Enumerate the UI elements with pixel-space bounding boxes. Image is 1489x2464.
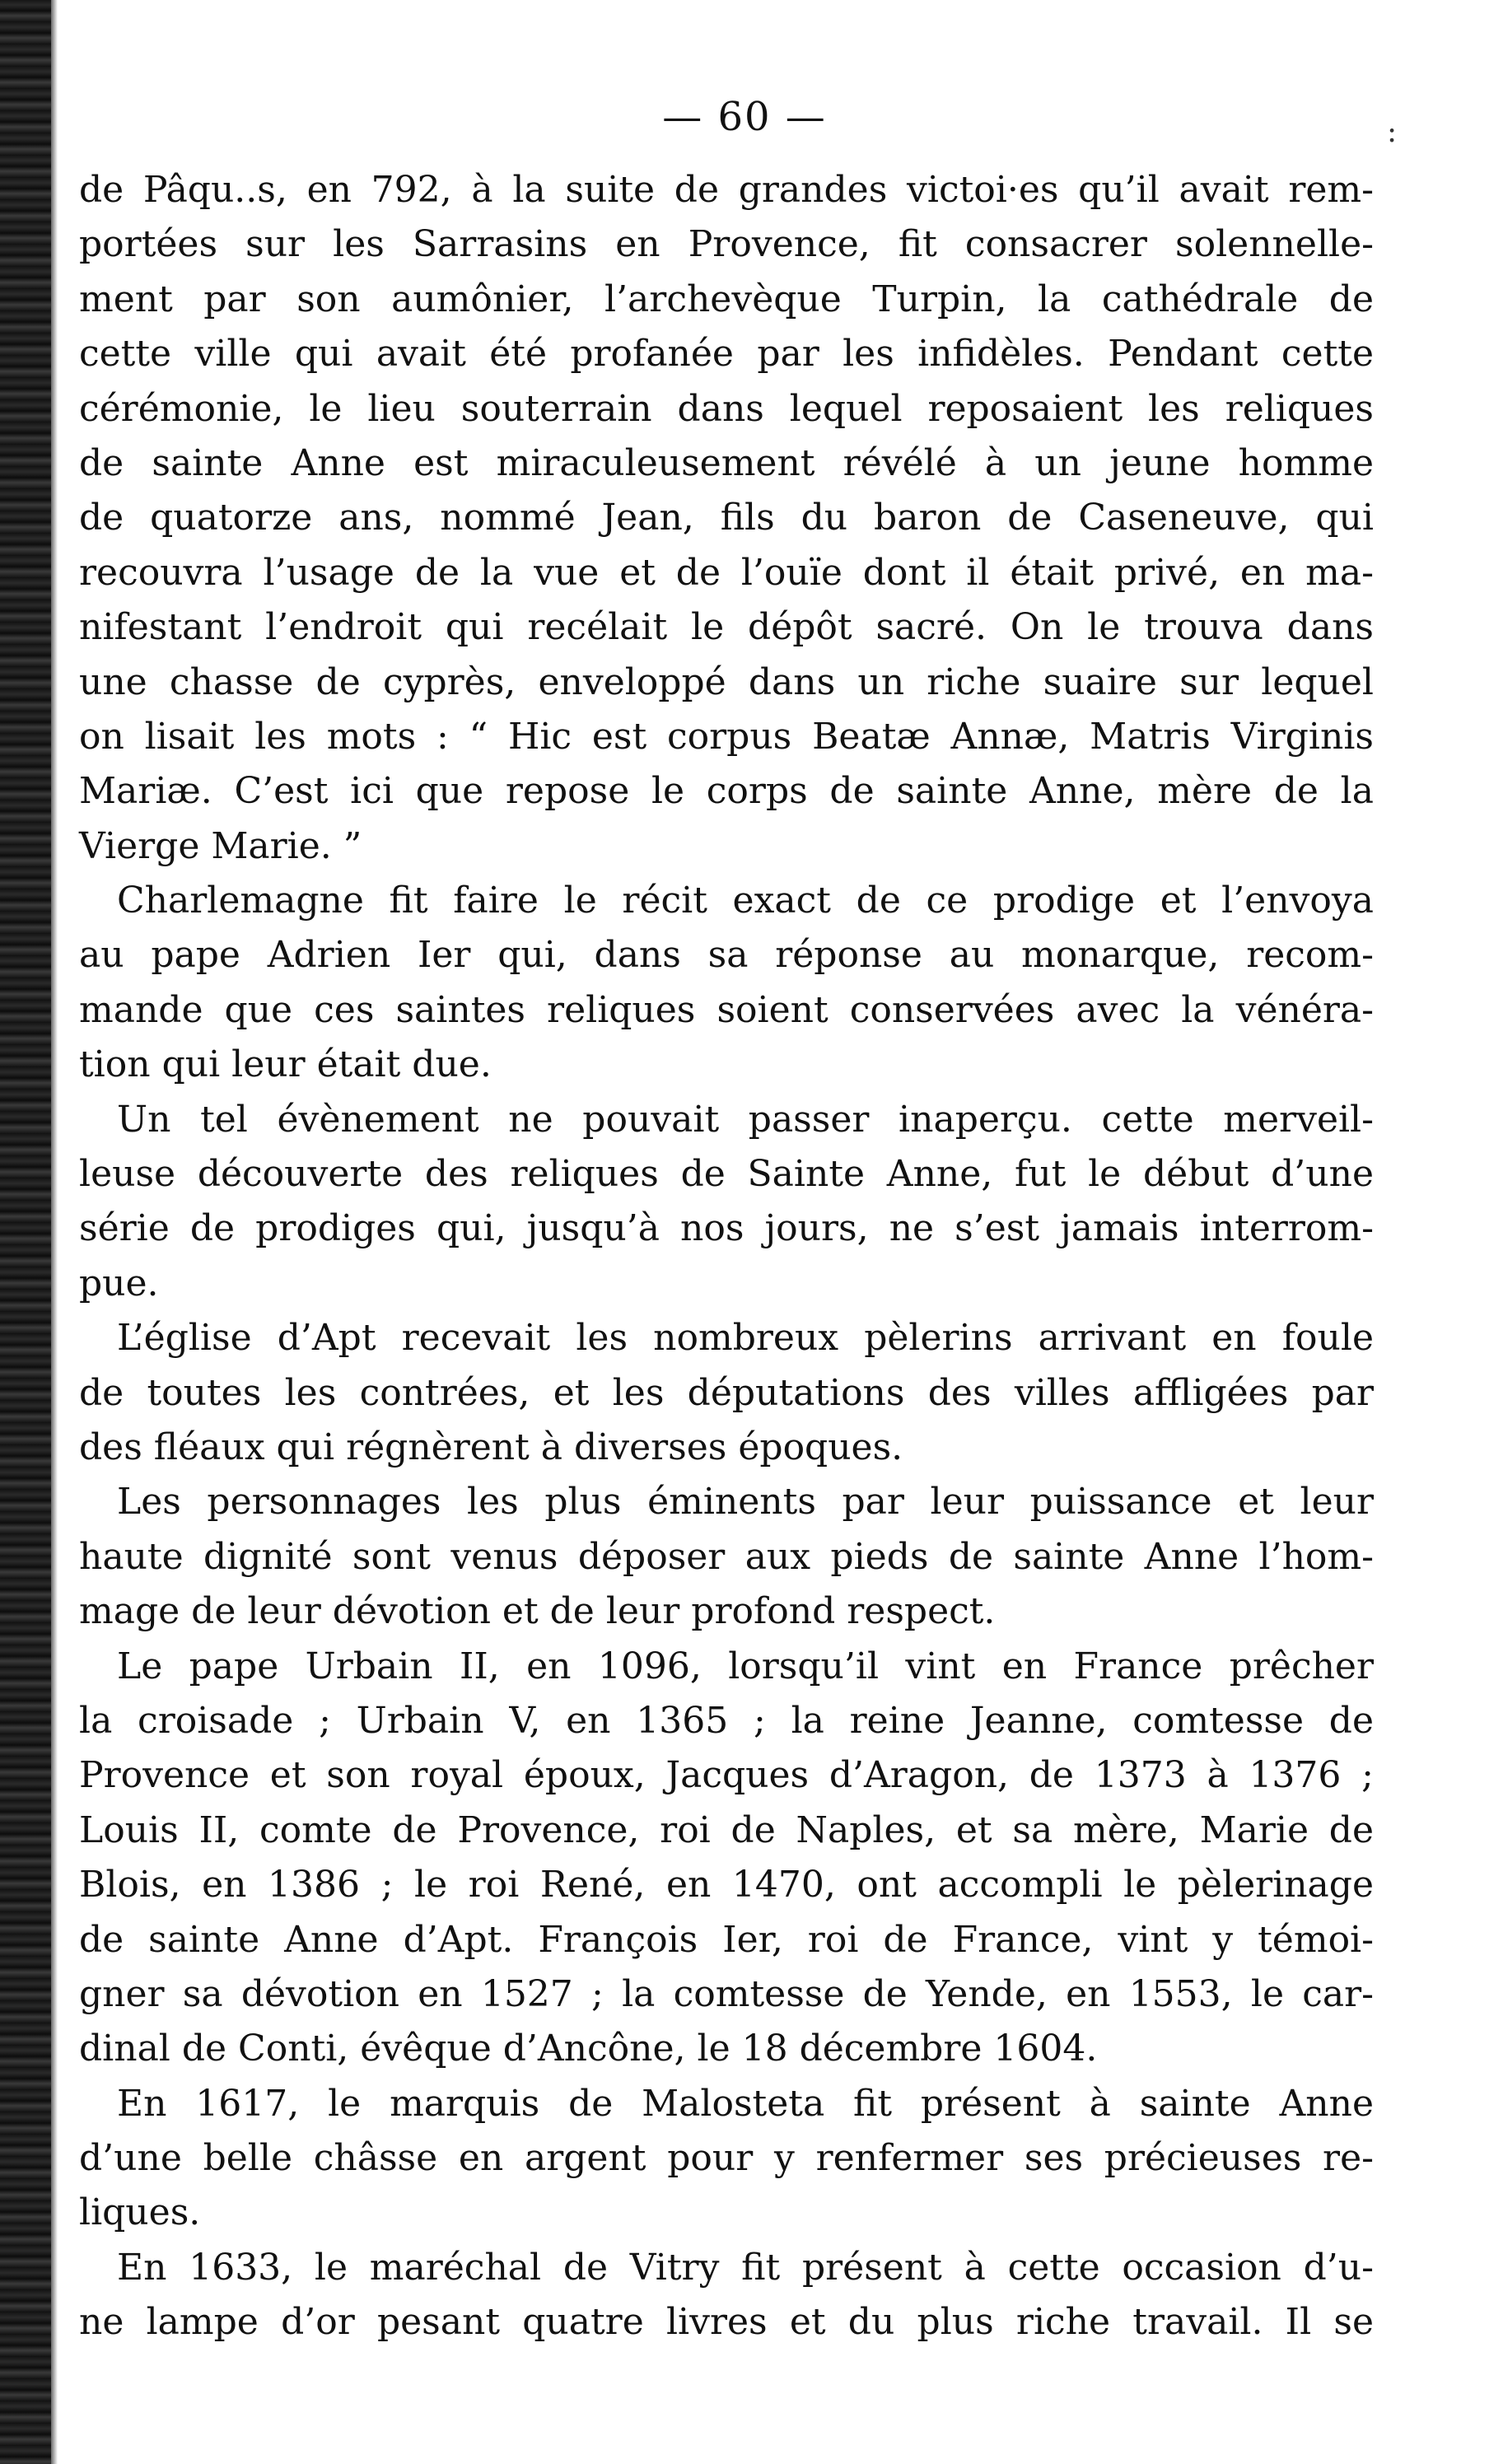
text-line: portées sur les Sarrasins en Provence, fit consacrer solennelle- — [79, 223, 1374, 266]
text-line: Vierge Marie. ” — [79, 824, 362, 867]
text-line: haute dignité sont venus déposer aux pieds de sainte Anne l’hom- — [79, 1535, 1374, 1578]
body-text — [79, 163, 1374, 2350]
text-line: Charlemagne fit faire le récit exact de ce prodige et l’envoya — [117, 880, 1374, 922]
book-binding-edge — [0, 0, 51, 2464]
text-line: Blois, en 1386 ; le roi René, en 1470, ont accompli le pèlerinage — [79, 1864, 1374, 1906]
text-line: mande que ces saintes reliques soient conservées avec la vénéra- — [79, 988, 1374, 1031]
text-line: mage de leur dévotion et de leur profond respect. — [79, 1590, 996, 1633]
text-line: nifestant l’endroit qui recélait le dépôt sacré. On le trouva dans — [79, 606, 1374, 649]
text-line: Provence et son royal époux, Jacques d’Aragon, de 1373 à 1376 ; — [79, 1754, 1374, 1797]
text-line: leuse découverte des reliques de Sainte Anne, fut le début d’une — [79, 1153, 1374, 1196]
text-line: Les personnages les plus éminents par leur puissance et leur — [117, 1481, 1374, 1524]
text-line: Le pape Urbain II, en 1096, lorsqu’il vint en France prêcher — [117, 1645, 1374, 1687]
text-line: au pape Adrien Ier qui, dans sa réponse au monarque, recom- — [79, 934, 1374, 977]
text-line: de sainte Anne est miraculeusement révélé à un jeune homme — [79, 441, 1374, 484]
text-line: cette ville qui avait été profanée par les infidèles. Pendant cette — [79, 333, 1374, 376]
page-number: — 60 — — [662, 94, 827, 140]
text-line: dinal de Conti, évêque d’Ancône, le 18 décembre 1604. — [79, 2028, 1098, 2070]
text-line: En 1633, le maréchal de Vitry fit présent à cette occasion d’u- — [117, 2246, 1374, 2289]
text-line: pue. — [79, 1262, 159, 1304]
text-line: ment par son aumônier, l’archevèque Turpin, la cathédrale de — [79, 278, 1374, 320]
text-line: tion qui leur était due. — [79, 1043, 492, 1086]
text-line: d’une belle châsse en argent pour y renfermer ses précieuses re- — [79, 2137, 1374, 2180]
text-line: de sainte Anne d’Apt. François Ier, roi de France, vint y témoi- — [79, 1918, 1374, 1961]
text-line: gner sa dévotion en 1527 ; la comtesse de Yende, en 1553, le car- — [79, 1972, 1374, 2015]
text-line: L’église d’Apt recevait les nombreux pèlerins arrivant en foule — [117, 1317, 1374, 1360]
text-line: recouvra l’usage de la vue et de l’ouïe dont il était privé, en ma- — [79, 551, 1374, 594]
text-line: série de prodiges qui, jusqu’à nos jours, ne s’est jamais interrom- — [79, 1207, 1374, 1250]
text-line: En 1617, le marquis de Malosteta fit présent à sainte Anne — [117, 2082, 1374, 2125]
text-line: de Pâqu..s, en 792, à la suite de grandes victoi·es qu’il avait rem- — [79, 169, 1374, 211]
text-line: une chasse de cyprès, enveloppé dans un riche suaire sur lequel — [79, 660, 1374, 703]
text-line: de toutes les contrées, et les députations des villes affligées par — [79, 1371, 1374, 1414]
text-line: de quatorze ans, nommé Jean, fils du baron de Caseneuve, qui — [79, 497, 1374, 539]
text-line: on lisait les mots : “ Hic est corpus Beatæ Annæ, Matris Virginis — [79, 715, 1374, 758]
text-line: Louis II, comte de Provence, roi de Naples, et sa mère, Marie de — [79, 1808, 1374, 1851]
text-line: ne lampe d’or pesant quatre livres et du plus riche travail. Il se — [79, 2301, 1374, 2344]
margin-speck: : — [1387, 115, 1398, 149]
text-line: la croisade ; Urbain V, en 1365 ; la reine Jeanne, comtesse de — [79, 1699, 1374, 1742]
text-line: cérémonie, le lieu souterrain dans lequel reposaient les reliques — [79, 387, 1374, 430]
text-line: Un tel évènement ne pouvait passer inaperçu. cette merveil- — [117, 1098, 1374, 1141]
text-line: des fléaux qui régnèrent à diverses époques. — [79, 1426, 903, 1468]
text-line: liques. — [79, 2191, 201, 2234]
text-line: Mariæ. C’est ici que repose le corps de sainte Anne, mère de la — [79, 770, 1374, 813]
